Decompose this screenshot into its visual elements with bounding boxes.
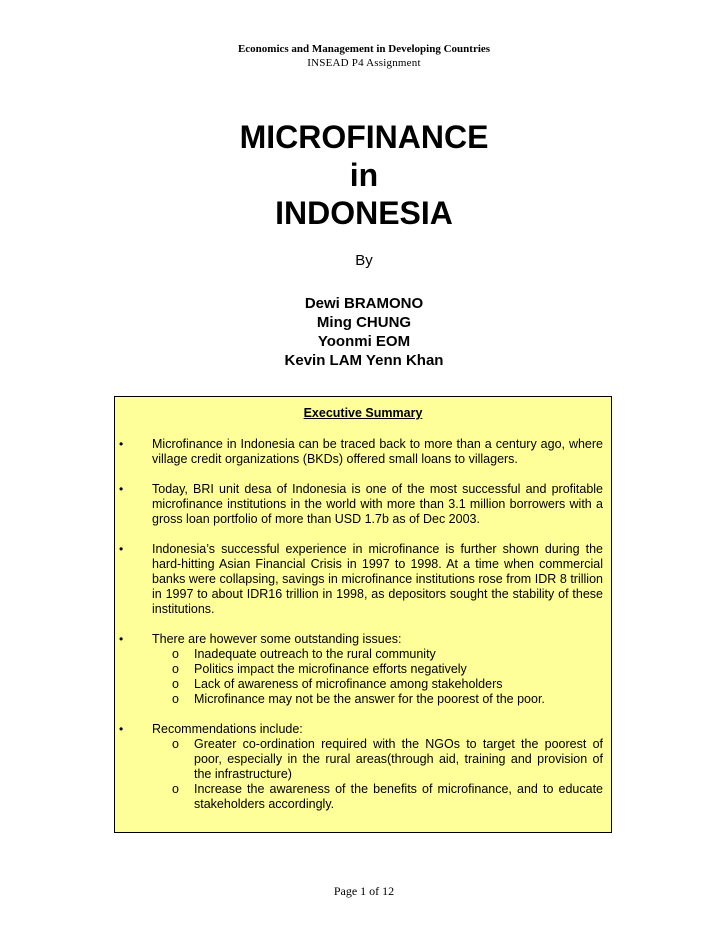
sub-list-item bbox=[152, 647, 603, 662]
author-list bbox=[0, 294, 728, 370]
circle-bullet-icon: o bbox=[172, 647, 179, 661]
executive-summary-title: Executive Summary bbox=[303, 406, 423, 420]
sub-list bbox=[152, 647, 603, 707]
circle-bullet-icon: o bbox=[172, 662, 179, 676]
summary-bullet bbox=[115, 632, 611, 707]
bullet-text: Recommendations include: bbox=[152, 722, 303, 736]
title-line-1: MICROFINANCE bbox=[239, 119, 489, 155]
header-assignment: INSEAD P4 Assignment bbox=[307, 57, 421, 69]
sub-item-text: Inadequate outreach to the rural community bbox=[194, 647, 436, 661]
sub-list-item bbox=[152, 692, 603, 707]
summary-bullet bbox=[115, 482, 611, 527]
author-name: Dewi BRAMONO bbox=[304, 295, 424, 312]
author-name: Ming CHUNG bbox=[316, 314, 412, 331]
author-name: Yoonmi EOM bbox=[317, 333, 411, 350]
author-name: Kevin LAM Yenn Khan bbox=[284, 352, 444, 369]
summary-bullet bbox=[115, 542, 611, 617]
sub-item-text: Increase the awareness of the benefits of microfinance, and to educate stakeholders accordingly. bbox=[194, 782, 603, 811]
sub-list bbox=[152, 737, 603, 812]
summary-bullet bbox=[115, 437, 611, 467]
sub-list-item bbox=[152, 677, 603, 692]
header-course-title: Economics and Management in Developing Countries bbox=[237, 43, 491, 55]
bullet-icon: • bbox=[119, 437, 124, 451]
circle-bullet-icon: o bbox=[172, 692, 179, 706]
bullet-icon: • bbox=[119, 482, 124, 496]
bullet-icon: • bbox=[119, 722, 124, 736]
sub-item-text: Greater co-ordination required with the NGOs to target the poorest of poor, especially in the rural areas(through aid, training and provision of the infrastructure) bbox=[194, 737, 603, 781]
by-label: By bbox=[355, 252, 373, 269]
sub-list-item bbox=[152, 782, 603, 812]
sub-item-text: Lack of awareness of microfinance among stakeholders bbox=[194, 677, 503, 691]
title-line-3: INDONESIA bbox=[275, 195, 453, 231]
title-line-2: in bbox=[349, 157, 379, 193]
executive-summary-box bbox=[114, 396, 612, 833]
bullet-icon: • bbox=[119, 632, 124, 646]
circle-bullet-icon: o bbox=[172, 737, 179, 751]
sub-item-text: Politics impact the microfinance efforts negatively bbox=[194, 662, 467, 676]
summary-bullet bbox=[115, 722, 611, 812]
bullet-text: Indonesia’s successful experience in microfinance is further shown during the hard-hitting Asian Financial Crisis in 1997 to 1998. At a time when commercial banks were collapsing, savings in microfinance institutions rose from IDR 8 trillion in 1997 to about IDR16 trillion in 1998, as depositors sought the stability of these institutions. bbox=[152, 542, 603, 616]
sub-item-text: Microfinance may not be the answer for the poorest of the poor. bbox=[194, 692, 545, 706]
sub-list-item bbox=[152, 662, 603, 677]
circle-bullet-icon: o bbox=[172, 677, 179, 691]
bullet-icon: • bbox=[119, 542, 124, 556]
page-header bbox=[0, 42, 728, 70]
bullet-text: Today, BRI unit desa of Indonesia is one of the most successful and profitable microfinance institutions in the world with more than 3.1 million borrowers with a gross loan portfolio of more than USD 1.7b as of Dec 2003. bbox=[152, 482, 603, 526]
page-number: Page 1 of 12 bbox=[333, 884, 395, 898]
document-title bbox=[0, 118, 728, 232]
bullet-text: Microfinance in Indonesia can be traced back to more than a century ago, where village credit organizations (BKDs) offered small loans to villagers. bbox=[152, 437, 603, 466]
circle-bullet-icon: o bbox=[172, 782, 179, 796]
bullet-text: There are however some outstanding issues: bbox=[152, 632, 402, 646]
sub-list-item bbox=[152, 737, 603, 782]
